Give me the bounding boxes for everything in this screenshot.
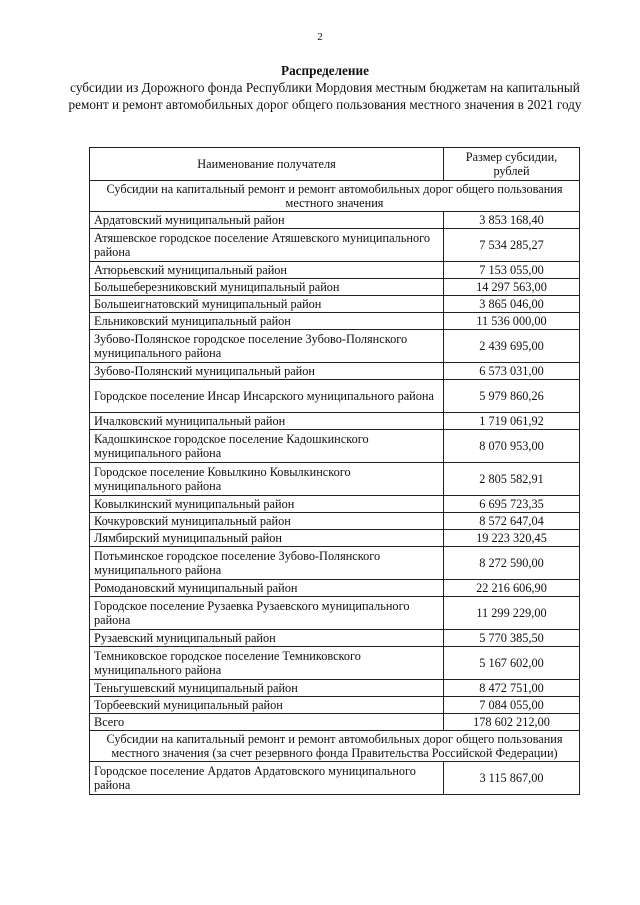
subsidy-amount: 7 084 055,00	[444, 697, 580, 714]
recipient-name: Теньгушевский муниципальный район	[90, 680, 444, 697]
recipient-name: Ковылкинский муниципальный район	[90, 496, 444, 513]
table-row	[90, 530, 580, 547]
recipient-name: Кочкуровский муниципальный район	[90, 513, 444, 530]
total-row	[90, 714, 580, 731]
distribution-table	[89, 147, 580, 795]
table-row	[90, 430, 580, 463]
recipient-name: Городское поселение Инсар Инсарского муниципального района	[90, 380, 444, 413]
subsidy-amount: 6 695 723,35	[444, 496, 580, 513]
subsidy-amount: 11 536 000,00	[444, 313, 580, 330]
subsidy-amount: 19 223 320,45	[444, 530, 580, 547]
recipient-name: Атюрьевский муниципальный район	[90, 262, 444, 279]
recipient-name: Зубово-Полянское городское поселение Зубово-Полянского муниципального района	[90, 330, 444, 363]
recipient-name: Ичалковский муниципальный район	[90, 413, 444, 430]
recipient-name: Большеигнатовский муниципальный район	[90, 296, 444, 313]
subsidy-amount: 22 216 606,90	[444, 580, 580, 597]
recipient-name: Ромодановский муниципальный район	[90, 580, 444, 597]
table-row	[90, 296, 580, 313]
distribution-table-body	[90, 148, 580, 795]
recipient-name: Ельниковский муниципальный район	[90, 313, 444, 330]
table-row	[90, 212, 580, 229]
table-row	[90, 630, 580, 647]
subsidy-amount: 3 865 046,00	[444, 296, 580, 313]
table-row	[90, 697, 580, 714]
section-title-main: Субсидии на капитальный ремонт и ремонт автомобильных дорог общего пользования местного значения	[90, 181, 580, 212]
table-row	[90, 279, 580, 296]
subsidy-amount: 8 070 953,00	[444, 430, 580, 463]
subsidy-amount: 8 572 647,04	[444, 513, 580, 530]
recipient-name: Зубово-Полянский муниципальный район	[90, 363, 444, 380]
table-row	[90, 547, 580, 580]
recipient-name: Городское поселение Ардатов Ардатовского муниципального района	[90, 762, 444, 795]
recipient-name: Потьминское городское поселение Зубово-Полянского муниципального района	[90, 547, 444, 580]
subsidy-amount: 5 979 860,26	[444, 380, 580, 413]
table-row	[90, 647, 580, 680]
table-row	[90, 330, 580, 363]
table-row	[90, 262, 580, 279]
subsidy-amount: 3 853 168,40	[444, 212, 580, 229]
page-number: 2	[317, 31, 323, 43]
recipient-name: Торбеевский муниципальный район	[90, 697, 444, 714]
document-heading	[60, 62, 590, 113]
table-header-row	[90, 148, 580, 181]
recipient-name: Рузаевский муниципальный район	[90, 630, 444, 647]
recipient-name: Атяшевское городское поселение Атяшевского муниципального района	[90, 229, 444, 262]
table-row	[90, 413, 580, 430]
total-amount: 178 602 212,00	[444, 714, 580, 731]
table-row	[90, 380, 580, 413]
recipient-name: Лямбирский муниципальный район	[90, 530, 444, 547]
subsidy-amount: 7 534 285,27	[444, 229, 580, 262]
subsidy-amount: 6 573 031,00	[444, 363, 580, 380]
subsidy-amount: 2 805 582,91	[444, 463, 580, 496]
recipient-name: Темниковское городское поселение Темниковского муниципального района	[90, 647, 444, 680]
table-row	[90, 580, 580, 597]
recipient-name: Городское поселение Рузаевка Рузаевского муниципального района	[90, 597, 444, 630]
column-header-amount: Размер субсидии, рублей	[444, 148, 580, 181]
subsidy-amount: 2 439 695,00	[444, 330, 580, 363]
table-row	[90, 229, 580, 262]
section-title-reserve: Субсидии на капитальный ремонт и ремонт автомобильных дорог общего пользования местного значения (за счет резервного фонда Правительства Российской Федерации)	[90, 731, 580, 762]
recipient-name: Кадошкинское городское поселение Кадошкинского муниципального района	[90, 430, 444, 463]
table-row	[90, 363, 580, 380]
table-row	[90, 496, 580, 513]
table-row	[90, 463, 580, 496]
recipient-name: Городское поселение Ковылкино Ковылкинского муниципального района	[90, 463, 444, 496]
subsidy-amount: 8 472 751,00	[444, 680, 580, 697]
recipient-name: Большеберезниковский муниципальный район	[90, 279, 444, 296]
subsidy-amount: 5 770 385,50	[444, 630, 580, 647]
subsidy-amount: 11 299 229,00	[444, 597, 580, 630]
subsidy-amount: 3 115 867,00	[444, 762, 580, 795]
table-row	[90, 513, 580, 530]
table-row	[90, 680, 580, 697]
subsidy-amount: 7 153 055,00	[444, 262, 580, 279]
column-header-name: Наименование получателя	[90, 148, 444, 181]
total-label: Всего	[90, 714, 444, 731]
subsidy-amount: 5 167 602,00	[444, 647, 580, 680]
section-row-reserve	[90, 731, 580, 762]
table-row	[90, 313, 580, 330]
subsidy-amount: 8 272 590,00	[444, 547, 580, 580]
subsidy-amount: 1 719 061,92	[444, 413, 580, 430]
section-row-main	[90, 181, 580, 212]
document-subtitle: субсидии из Дорожного фонда Республики Мордовия местным бюджетам на капитальный ремонт и ремонт автомобильных дорог общего пользования местного значения в 2021 году	[68, 80, 582, 112]
document-title: Распределение	[281, 63, 369, 78]
recipient-name: Ардатовский муниципальный район	[90, 212, 444, 229]
table-row-reserve	[90, 762, 580, 795]
subsidy-amount: 14 297 563,00	[444, 279, 580, 296]
table-row	[90, 597, 580, 630]
